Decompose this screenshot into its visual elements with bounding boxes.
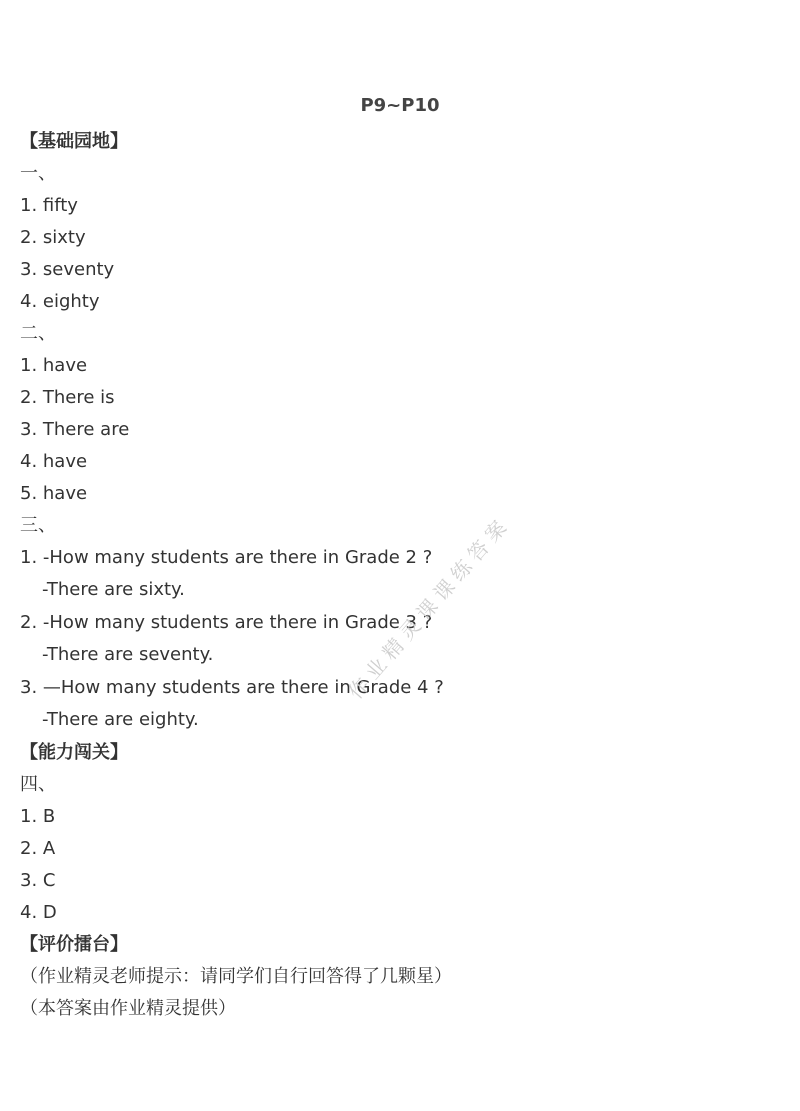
- section-heading-evaluation: 【评价擂台】: [20, 934, 128, 955]
- dialogue-question: 3. —How many students are there in Grade 4 ?: [20, 677, 444, 698]
- answer-item: 3. C: [20, 870, 56, 891]
- dialogue-question: 2. -How many students are there in Grade 3 ?: [20, 612, 433, 633]
- answer-item: 5. have: [20, 483, 88, 504]
- answer-item: 2. A: [20, 838, 56, 859]
- answer-item: 4. D: [20, 902, 57, 923]
- answer-item: 4. eighty: [20, 291, 100, 312]
- answer-item: 1. B: [20, 806, 56, 827]
- dialogue-answer: -There are eighty.: [42, 709, 199, 730]
- part-label-4: 四、: [20, 774, 56, 795]
- section-heading-ability: 【能力闯关】: [20, 742, 128, 763]
- answer-item: 4. have: [20, 451, 88, 472]
- part-label-3: 三、: [20, 515, 56, 536]
- answer-item: 2. sixty: [20, 227, 86, 248]
- watermark: 作业精灵课课练答案: [343, 511, 515, 704]
- answer-item: 1. fifty: [20, 195, 78, 216]
- evaluation-note: （作业精灵老师提示：请同学们自行回答得了几颗星）: [20, 966, 452, 987]
- section-heading-basic: 【基础园地】: [20, 131, 128, 152]
- part-label-1: 一、: [20, 163, 56, 184]
- dialogue-question: 1. -How many students are there in Grade 2 ?: [20, 547, 433, 568]
- answer-item: 3. seventy: [20, 259, 115, 280]
- answer-item: 2. There is: [20, 387, 115, 408]
- answer-content: [20, 126, 780, 1025]
- dialogue-answer: -There are sixty.: [42, 579, 185, 600]
- dialogue-answer: -There are seventy.: [42, 644, 214, 665]
- source-note: （本答案由作业精灵提供）: [20, 998, 236, 1019]
- answer-item: 3. There are: [20, 419, 130, 440]
- answer-item: 1. have: [20, 355, 88, 376]
- page-title: P9~P10: [360, 95, 440, 116]
- part-label-2: 二、: [20, 323, 56, 344]
